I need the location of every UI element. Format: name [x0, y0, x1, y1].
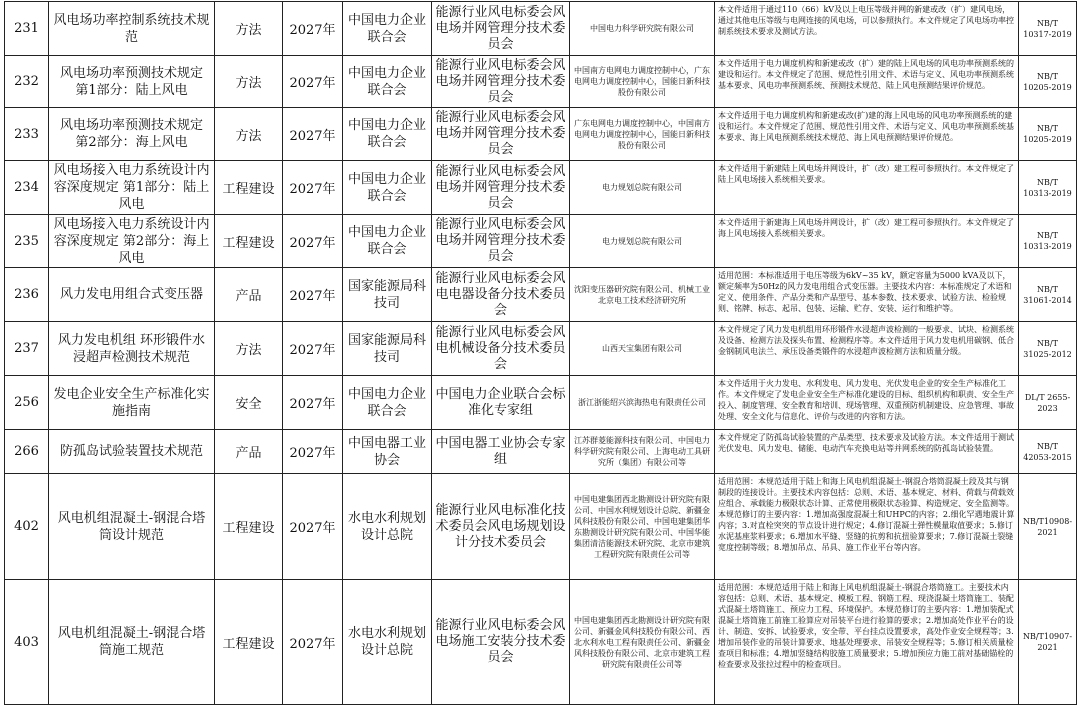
- scope-description: [715, 56, 1019, 108]
- standard-name: 风电场功率预测技术规定 第1部分：陆上风电: [49, 56, 215, 108]
- competent-organization: 中国电力企业联合会: [343, 108, 432, 161]
- drafting-units: 电力规划总院有限公司: [570, 161, 715, 215]
- row-number: 231: [5, 2, 49, 56]
- plan-year: 2027年: [283, 56, 343, 108]
- standard-code: NB/T 10205-2019: [1019, 56, 1077, 108]
- scope-description: [715, 161, 1019, 215]
- plan-year: 2027年: [283, 108, 343, 161]
- table-row: [5, 108, 1077, 161]
- scope-text: 适用范围：本标准适用于电压等级为6kV~35 kV，额定容量为5000 kVA及以下，额定频率为50Hz的风力发电用组合式变压器。主要技术内容：本标准规定了术语和定义、使用条件、产品分类和产品型号、基本参数、技术要求、试验方法、检验规则、铭牌、标志、起吊、包装、运输、贮存、安装、运行和维护等。: [718, 271, 1012, 313]
- standard-type: 产品: [215, 268, 283, 322]
- scope-text: 适用范围：本规范适用于陆上和海上风电机组混凝土-钢混合塔筒混凝土段及其与钢制段的连接设计。主要技术内容包括：总则、术语、基本规定、材料、荷载与荷载效应组合、承载能力极限状态计算、正常使用极限状态验算、构造规定、安全监测等。本规范修订的主要内容：1.增加高强度混凝土和UHPC的内容；2.细化罕遇地震计算内容；3.对直栓突突的节点设计进行规定；4.修订混凝土弹性模量取值要求；5.修订水泥基座浆料要求；6.增加水平缝、竖缝的抗剪和抗扭验算要求；7.修订混凝土裂缝宽度控制等级；8.增加吊点、吊具、施工作业平台等内容。: [718, 477, 1015, 552]
- table-body: [5, 2, 1077, 705]
- technical-committee: 能源行业风电标委会风电场施工安装分技术委员会: [432, 580, 570, 705]
- drafting-units: 广东电网电力调度控制中心，中国南方电网电力调度控制中心，国能日新科技股份有限公司: [570, 108, 715, 161]
- standard-code: NB/T 31061-2014: [1019, 268, 1077, 322]
- standard-code: NB/T 10313-2019: [1019, 215, 1077, 268]
- plan-year: 2027年: [283, 322, 343, 376]
- scope-text: 本文件适用于通过110（66）kV及以上电压等级并网的新建或改（扩）建风电场，通过其他电压等级与电网连接的风电场，可以参照执行。本文件规定了风电场功率控制系统技术要求及测试方法。: [718, 5, 1014, 36]
- row-number: 232: [5, 56, 49, 108]
- standard-name: 风电场接入电力系统设计内容深度规定 第1部分：陆上风电: [49, 161, 215, 215]
- drafting-units: 中国电建集团西北勘测设计研究院有限公司、新疆金风科技股份有限公司、西北水利水电工程有限责任公司、新疆金风科技股份有限公司、北京市建筑工程研究院有限责任公司等: [570, 580, 715, 705]
- standard-type: 方法: [215, 108, 283, 161]
- table-row: [5, 430, 1077, 474]
- technical-committee: 能源行业风电标委会风电场并网管理分技术委员会: [432, 215, 570, 268]
- table-row: [5, 322, 1077, 376]
- row-number: 266: [5, 430, 49, 474]
- competent-organization: 水电水利规划设计总院: [343, 580, 432, 705]
- technical-committee: 能源行业风电标委会风电机械设备分技术委员会: [432, 322, 570, 376]
- scope-text: 本文件适用于火力发电、水利发电、风力发电、光伏发电企业的安全生产标准化工作。本文件规定了发电企业安全生产标准化建设的目标、组织机构和职责、安全生产投入、制度管理、安全教育和培训、现场管理、双重预防机制建设、应急管理、事故处理、安全文化与信息化、评价与改进的内容和方法。: [718, 379, 1014, 421]
- scope-description: [715, 108, 1019, 161]
- standard-type: 安全: [215, 376, 283, 430]
- table-row: [5, 2, 1077, 56]
- table-row: [5, 474, 1077, 580]
- standard-type: 工程建设: [215, 215, 283, 268]
- drafting-units: 中国电建集团西北勘测设计研究院有限公司、中国水利规划设计总院、新疆金风科技股份有限公司、中国电建集团华东勘测设计研究院有限公司、中国华能集团清洁能源技术研究院、北京市建筑工程研究院有限责任公司等: [570, 474, 715, 580]
- technical-committee: 中国电器工业协会专家组: [432, 430, 570, 474]
- drafting-units: 中国电力科学研究院有限公司: [570, 2, 715, 56]
- drafting-units: 中国南方电网电力调度控制中心，广东电网电力调度控制中心，国能日新科技股份有限公司: [570, 56, 715, 108]
- scope-text: 适用范围：本规范适用于陆上和海上风电机组混凝土-钢混合塔筒施工。主要技术内容包括：总则、术语、基本规定、模板工程、钢筋工程、现浇混凝土塔筒施工、装配式混凝土塔筒施工、预应力工程、环境保护。本规范修订的主要内容：1.增加装配式混凝土塔筒施工前施工验算应对吊装平台进行验算的要求；2.增加高处作业平台的设计、制造、安拆、试验要求，安全带、平台挂点设置要求，高处作业安全规程等；3.增加吊装作业的吊装计算要求、地基处理要求、吊装安全规程等；5.修订相关质量检查项目和标准；4.增加竖缝结构胶施工质量要求；5.增加预应力施工前对基础锚栓的检查要求及张拉过程中的检查项目。: [718, 583, 1014, 669]
- standard-code: NB/T10907-2021: [1019, 580, 1077, 705]
- competent-organization: 中国电力企业联合会: [343, 215, 432, 268]
- competent-organization: 中国电力企业联合会: [343, 56, 432, 108]
- standards-table: [4, 1, 1077, 705]
- drafting-units: 山西天宝集团有限公司: [570, 322, 715, 376]
- standard-code: NB/T 31025-2012: [1019, 322, 1077, 376]
- plan-year: 2027年: [283, 580, 343, 705]
- standard-name: 风电机组混凝土-钢混合塔筒施工规范: [49, 580, 215, 705]
- technical-committee: 能源行业风电标委会风电电器设备分技术委员会: [432, 268, 570, 322]
- row-number: 233: [5, 108, 49, 161]
- scope-text: 本文件适用于电力调度机构和新建或改(扩)建的海上风电场的风电功率预测系统的建设和运行。本文件规定了范围、规范性引用文件、术语与定义、风电功率预测系统基本要求、海上风电预测系统技术规范、海上风电预测结果评价规范。: [718, 111, 1014, 142]
- scope-description: [715, 268, 1019, 322]
- standard-code: NB/T 10205-2019: [1019, 108, 1077, 161]
- technical-committee: 能源行业风电标委会风电场并网管理分技术委员会: [432, 161, 570, 215]
- scope-text: 本文件规定了防孤岛试验装置的产品类型、技术要求及试验方法。本文件适用于测试光伏发电、风力发电、储能、电动汽车充换电站等并网系统的防孤岛试验装置。: [718, 433, 1014, 453]
- plan-year: 2027年: [283, 474, 343, 580]
- standard-name: 风电机组混凝土-钢混合塔筒设计规范: [49, 474, 215, 580]
- standard-type: 工程建设: [215, 580, 283, 705]
- row-number: 236: [5, 268, 49, 322]
- scope-text: 本文件规定了风力发电机组用环形锻件水浸超声波检测的一般要求、试块、检测系统及设备、检测方法及探头布置、检测程序等。本文件适用于风力发电机用碳钢、低合金钢制风电法兰、承压设备类锻件的水浸超声波检测方法和质量分级。: [718, 325, 1014, 356]
- drafting-units: 浙江浙能绍兴滨海热电有限责任公司: [570, 376, 715, 430]
- standard-name: 风力发电机组 环形锻件水浸超声检测技术规范: [49, 322, 215, 376]
- standard-type: 工程建设: [215, 161, 283, 215]
- scope-description: [715, 430, 1019, 474]
- standard-code: NB/T 10317-2019: [1019, 2, 1077, 56]
- competent-organization: 水电水利规划设计总院: [343, 474, 432, 580]
- standard-code: NB/T 42053-2015: [1019, 430, 1077, 474]
- competent-organization: 中国电力企业联合会: [343, 376, 432, 430]
- standard-type: 产品: [215, 430, 283, 474]
- plan-year: 2027年: [283, 430, 343, 474]
- competent-organization: 中国电力企业联合会: [343, 161, 432, 215]
- table-row: [5, 580, 1077, 705]
- standard-name: 防孤岛试验装置技术规范: [49, 430, 215, 474]
- plan-year: 2027年: [283, 268, 343, 322]
- plan-year: 2027年: [283, 2, 343, 56]
- plan-year: 2027年: [283, 376, 343, 430]
- standard-code: DL/T 2655-2023: [1019, 376, 1077, 430]
- scope-text: 本文件适用于电力调度机构和新建或改（扩）建的陆上风电场的风电功率预测系统的建设和运行。本文件规定了范围、规范性引用文件、术语与定义、风电功率预测系统基本要求、风电功率预测系统、预测技术规范、陆上风电预测结果评价规范。: [718, 59, 1014, 90]
- row-number: 256: [5, 376, 49, 430]
- table-row: [5, 215, 1077, 268]
- technical-committee: 能源行业风电标准化技术委员会风电场规划设计分技术委员会: [432, 474, 570, 580]
- row-number: 403: [5, 580, 49, 705]
- scope-description: [715, 215, 1019, 268]
- scope-description: [715, 580, 1019, 705]
- standard-type: 工程建设: [215, 474, 283, 580]
- scope-text: 本文件适用于新建海上风电场并网设计，扩（改）建工程可参照执行。本文件规定了海上风电场接入系统相关要求。: [718, 218, 1014, 238]
- scope-description: [715, 376, 1019, 430]
- standard-type: 方法: [215, 322, 283, 376]
- row-number: 234: [5, 161, 49, 215]
- technical-committee: 能源行业风电标委会风电场并网管理分技术委员会: [432, 2, 570, 56]
- competent-organization: 中国电力企业联合会: [343, 2, 432, 56]
- technical-committee: 中国电力企业联合会标准化专家组: [432, 376, 570, 430]
- row-number: 402: [5, 474, 49, 580]
- table-row: [5, 161, 1077, 215]
- plan-year: 2027年: [283, 215, 343, 268]
- standard-type: 方法: [215, 2, 283, 56]
- standard-name: 风电场功率预测技术规定 第2部分：海上风电: [49, 108, 215, 161]
- drafting-units: 江苏群菱能源科技有限公司、中国电力科学研究院有限公司、上海电动工具研究所（集团）有限公司等: [570, 430, 715, 474]
- drafting-units: 沈阳变压器研究院有限公司、机械工业北京电工技术经济研究所: [570, 268, 715, 322]
- technical-committee: 能源行业风电标委会风电场并网管理分技术委员会: [432, 56, 570, 108]
- table-row: [5, 56, 1077, 108]
- competent-organization: 国家能源局科技司: [343, 268, 432, 322]
- competent-organization: 国家能源局科技司: [343, 322, 432, 376]
- table-row: [5, 268, 1077, 322]
- scope-description: [715, 2, 1019, 56]
- standard-name: 风电场功率控制系统技术规范: [49, 2, 215, 56]
- standard-name: 风电场接入电力系统设计内容深度规定 第2部分：海上风电: [49, 215, 215, 268]
- competent-organization: 中国电器工业协会: [343, 430, 432, 474]
- drafting-units: 电力规划总院有限公司: [570, 215, 715, 268]
- scope-description: [715, 474, 1019, 580]
- scope-text: 本文件适用于新建陆上风电场并网设计，扩（改）建工程可参照执行。本文件规定了陆上风电场接入系统相关要求。: [718, 164, 1014, 184]
- plan-year: 2027年: [283, 161, 343, 215]
- standard-name: 发电企业安全生产标准化实施指南: [49, 376, 215, 430]
- standard-type: 方法: [215, 56, 283, 108]
- standard-code: NB/T 10313-2019: [1019, 161, 1077, 215]
- standard-code: NB/T10908-2021: [1019, 474, 1077, 580]
- row-number: 237: [5, 322, 49, 376]
- scope-description: [715, 322, 1019, 376]
- technical-committee: 能源行业风电标委会风电场并网管理分技术委员会: [432, 108, 570, 161]
- row-number: 235: [5, 215, 49, 268]
- table-row: [5, 376, 1077, 430]
- standard-name: 风力发电用组合式变压器: [49, 268, 215, 322]
